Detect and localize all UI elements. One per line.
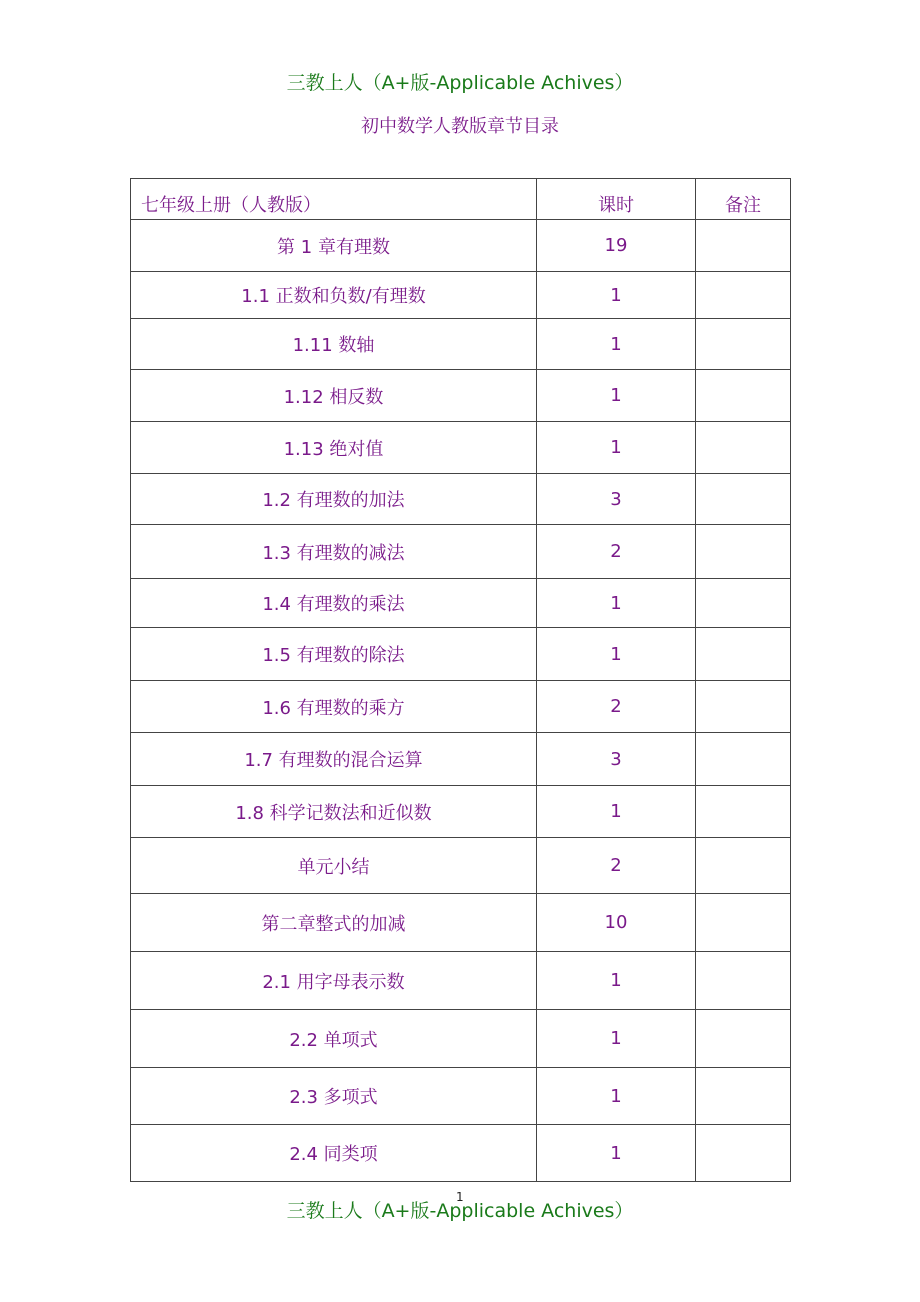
document-title: 初中数学人教版章节目录 [361,116,559,137]
cell-section: 第二章整式的加减 [131,894,537,952]
cell-hours: 1 [537,272,696,319]
table-row [131,474,791,525]
cell-note [696,733,791,786]
table-row [131,1010,791,1068]
cell-note [696,1125,791,1182]
cell-section: 1.2 有理数的加法 [131,474,537,525]
table-row [131,272,791,319]
cell-hours: 2 [537,681,696,733]
cell-note [696,579,791,628]
cell-section: 2.1 用字母表示数 [131,952,537,1010]
table-row [131,370,791,422]
table-row [131,894,791,952]
column-header-hours: 课时 [537,179,696,220]
cell-section: 1.3 有理数的减法 [131,525,537,579]
cell-hours: 1 [537,422,696,474]
cell-note [696,952,791,1010]
cell-note [696,474,791,525]
cell-note [696,1010,791,1068]
cell-section: 1.6 有理数的乘方 [131,681,537,733]
cell-note [696,319,791,370]
page-number: 1 [456,1190,464,1204]
cell-section: 1.12 相反数 [131,370,537,422]
cell-section: 单元小结 [131,838,537,894]
table-row [131,220,791,272]
table-row [131,681,791,733]
cell-hours: 1 [537,579,696,628]
cell-hours: 19 [537,220,696,272]
cell-hours: 1 [537,1125,696,1182]
cell-hours: 10 [537,894,696,952]
table-row [131,422,791,474]
table-row [131,786,791,838]
cell-section: 1.5 有理数的除法 [131,628,537,681]
page-header: 三教上人（A+版-Applicable Achives） [286,72,634,94]
cell-hours: 1 [537,1010,696,1068]
cell-section: 2.2 单项式 [131,1010,537,1068]
cell-note [696,272,791,319]
table-row [131,525,791,579]
cell-hours: 1 [537,628,696,681]
cell-hours: 2 [537,525,696,579]
table-row [131,1125,791,1182]
cell-section: 1.13 绝对值 [131,422,537,474]
chapter-table [130,178,791,1182]
cell-hours: 1 [537,1068,696,1125]
cell-section: 1.8 科学记数法和近似数 [131,786,537,838]
cell-section: 1.7 有理数的混合运算 [131,733,537,786]
cell-section: 1.4 有理数的乘法 [131,579,537,628]
cell-note [696,1068,791,1125]
cell-section: 第 1 章有理数 [131,220,537,272]
cell-hours: 2 [537,838,696,894]
cell-hours: 1 [537,319,696,370]
table-row [131,733,791,786]
table-row [131,1068,791,1125]
cell-hours: 1 [537,370,696,422]
table-row [131,579,791,628]
column-header-section: 七年级上册（人教版） [131,179,537,220]
cell-note [696,786,791,838]
table-row [131,838,791,894]
cell-hours: 3 [537,474,696,525]
table-row [131,628,791,681]
cell-section: 2.3 多项式 [131,1068,537,1125]
cell-note [696,525,791,579]
cell-note [696,838,791,894]
table-row [131,952,791,1010]
cell-section: 1.1 正数和负数/有理数 [131,272,537,319]
cell-note [696,370,791,422]
cell-hours: 3 [537,733,696,786]
cell-hours: 1 [537,786,696,838]
cell-note [696,681,791,733]
cell-section: 2.4 同类项 [131,1125,537,1182]
page-footer: 三教上人（A+版-Applicable Achives） [286,1200,634,1222]
cell-note [696,220,791,272]
cell-hours: 1 [537,952,696,1010]
table-row [131,319,791,370]
column-header-notes: 备注 [696,179,791,220]
cell-section: 1.11 数轴 [131,319,537,370]
cell-note [696,628,791,681]
cell-note [696,894,791,952]
cell-note [696,422,791,474]
